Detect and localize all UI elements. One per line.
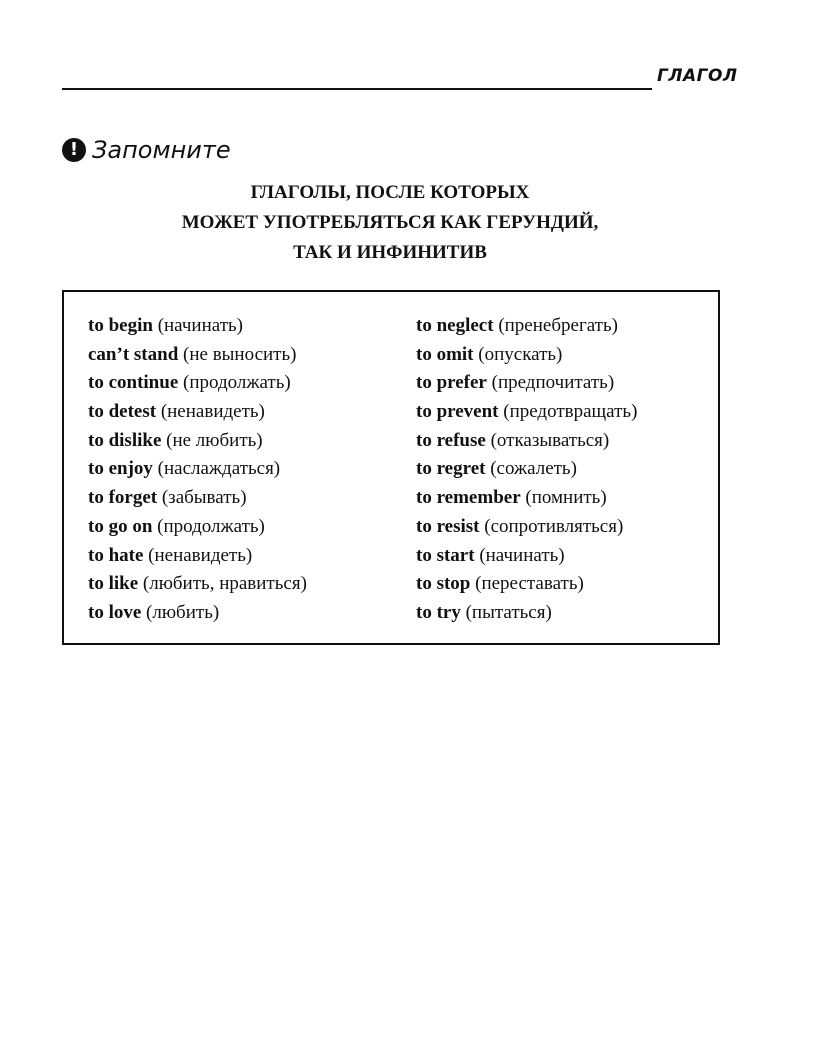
- verb-translation: (сожалеть): [490, 458, 577, 480]
- verb-item: [88, 513, 307, 542]
- box-title: [62, 178, 718, 268]
- verb-column-right: [416, 312, 637, 628]
- verb-term: to prefer: [416, 372, 487, 394]
- verb-term: to continue: [88, 372, 179, 394]
- verb-item: [88, 312, 307, 341]
- verb-item: [416, 398, 637, 427]
- verb-item: [88, 455, 307, 484]
- verb-translation: (начинать): [479, 544, 565, 566]
- verb-translation: (наслаждаться): [157, 458, 281, 480]
- verb-item: [416, 542, 637, 571]
- verb-term: to neglect: [416, 315, 494, 336]
- verb-term: to regret: [416, 458, 486, 480]
- verb-item: [88, 369, 307, 398]
- verb-translation: (начинать): [157, 315, 243, 336]
- verb-term: to detest: [88, 401, 157, 423]
- verb-item: [416, 513, 637, 542]
- verb-term: to forget: [88, 487, 158, 509]
- verb-translation: (предотвращать): [503, 401, 638, 423]
- verb-item: [88, 484, 307, 513]
- verb-term: to go on: [88, 515, 153, 537]
- verb-item: [416, 341, 637, 370]
- verb-translation: (любить, нравиться): [142, 573, 307, 595]
- verb-translation: (продолжать): [157, 515, 265, 537]
- verb-term: to stop: [416, 573, 471, 595]
- verb-translation: (ненавидеть): [148, 544, 253, 566]
- verb-item: [88, 599, 307, 628]
- verb-term: to begin: [88, 315, 153, 336]
- verb-item: [416, 570, 637, 599]
- verb-term: can’t stand: [88, 343, 179, 365]
- verb-item: [416, 369, 637, 398]
- verb-translation: (пренебрегать): [498, 315, 618, 336]
- verb-translation: (сопротивляться): [484, 515, 624, 537]
- verb-translation: (отказываться): [490, 429, 610, 451]
- box-title-line: ТАК И ИНФИНИТИВ: [293, 242, 487, 263]
- verb-term: to refuse: [416, 429, 486, 451]
- verb-term: to love: [88, 601, 142, 623]
- verb-translation: (предпочитать): [491, 372, 615, 394]
- verb-term: to like: [88, 573, 139, 595]
- verb-item: [416, 427, 637, 456]
- verb-translation: (пытаться): [465, 601, 552, 623]
- verb-item: [416, 312, 637, 341]
- verb-item: [88, 427, 307, 456]
- verb-translation: (ненавидеть): [160, 401, 265, 423]
- note-label: Запомните: [92, 136, 231, 164]
- verb-term: to start: [416, 544, 475, 566]
- verb-translation: (не любить): [166, 429, 263, 451]
- verb-translation: (продолжать): [183, 372, 291, 394]
- verb-column-left: [88, 312, 307, 628]
- section-title: ГЛАГОЛ: [657, 66, 738, 86]
- verb-translation: (помнить): [525, 487, 607, 509]
- verb-term: to hate: [88, 544, 144, 566]
- verb-term: to omit: [416, 343, 474, 365]
- verb-translation: (переставать): [475, 573, 584, 595]
- verb-item: [88, 570, 307, 599]
- note-heading: [62, 136, 231, 164]
- box-title-line: МОЖЕТ УПОТРЕБЛЯТЬСЯ КАК ГЕРУНДИЙ,: [181, 212, 599, 233]
- verb-item: [416, 599, 637, 628]
- verb-item: [416, 455, 637, 484]
- verb-translation: (опускать): [478, 343, 563, 365]
- verb-term: to dislike: [88, 429, 162, 451]
- verb-term: to prevent: [416, 401, 499, 423]
- verb-term: to enjoy: [88, 458, 153, 480]
- header-rule: [62, 88, 652, 90]
- verb-term: to resist: [416, 515, 480, 537]
- verb-list-box: [62, 290, 720, 645]
- verb-translation: (любить): [146, 601, 220, 623]
- verb-term: to try: [416, 601, 461, 623]
- verb-translation: (не выносить): [183, 343, 297, 365]
- box-title-line: ГЛАГОЛЫ, ПОСЛЕ КОТОРЫХ: [250, 182, 530, 203]
- verb-item: [88, 542, 307, 571]
- verb-term: to remember: [416, 487, 521, 509]
- verb-item: [416, 484, 637, 513]
- verb-translation: (забывать): [161, 487, 247, 509]
- exclamation-circle-icon: !: [62, 138, 86, 162]
- verb-item: [88, 341, 307, 370]
- verb-item: [88, 398, 307, 427]
